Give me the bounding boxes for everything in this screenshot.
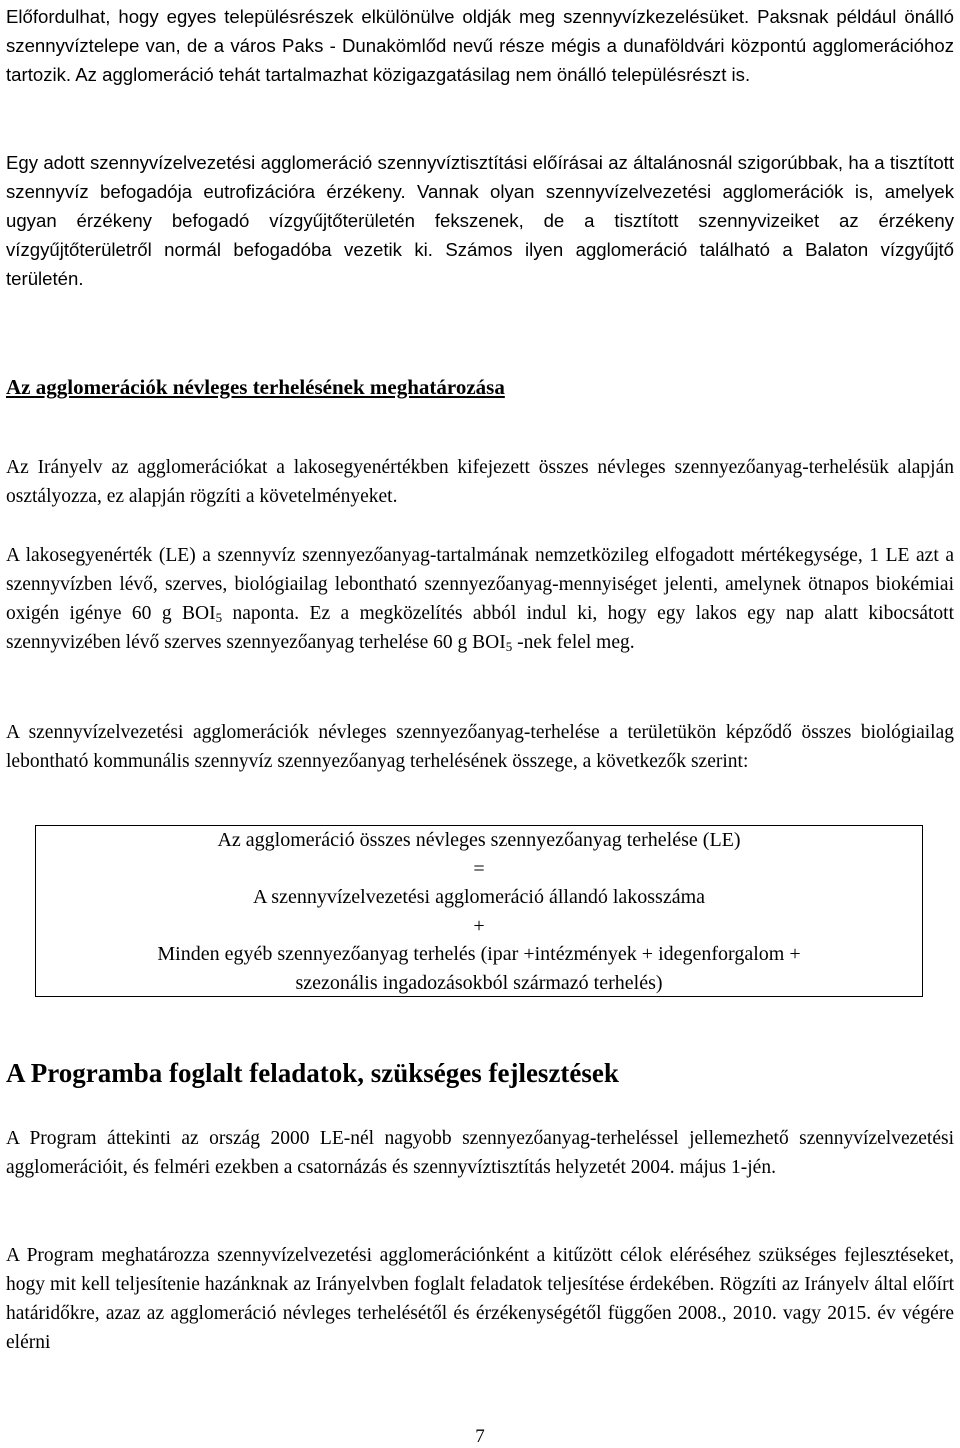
pe-text-part3: -nek felel meg.: [512, 632, 635, 653]
paragraph-settlement-parts: Előfordulhat, hogy egyes településrészek elkülönülve oldják meg szennyvízkezelésüket. Paksnak például önálló szennyvíztelepe van, de a város Paks - Dunakömlőd nevű része mégis a dunaföldvári központú agglomerációhoz tartozik. Az agglomeráció tehát tartalmazhat közigazgatásilag nem önálló településrészt is.: [6, 6, 954, 85]
formula-equals: =: [473, 857, 485, 880]
formula-line-seasonal: szezonális ingadozásokból származó terhelés): [295, 971, 663, 994]
paragraph-sensitive-recipient: Egy adott szennyvízelvezetési agglomeráció szennyvíztisztítási előírásai az általánosnál szigorúbbak, ha a tisztított szennyvíz befogadója eutrofizációra érzékeny. Vannak olyan szennyvízelvezetési agglomerációk is, amelyek ugyan érzékeny befogadó vízgyűjtőterületén fekszenek, de a tisztított szennyvizeiket az érzékeny vízgyűjtőterületről normál befogadóba vezetik ki. Számos ilyen agglomeráció található a Balaton vízgyűjtő területén.: [6, 152, 954, 289]
paragraph-program-review: A Program áttekinti az ország 2000 LE-nél nagyobb szennyezőanyag-terheléssel jellemezhető szennyvízelvezetési agglomerációit, és felméri ezekben a csatornázás és szennyvíztisztítás helyzetét 2004. május 1-jén.: [6, 1128, 954, 1178]
page-number: 7: [475, 1426, 485, 1447]
paragraph-program-developments: A Program meghatározza szennyvízelvezetési agglomerációnként a kitűzött célok eléréséhez szükséges fejlesztéseket, hogy mit kell teljesítenie hazánknak az Irányelvben foglalt feladatok teljesítése érdekében. Rögzíti az Irányelv által előírt határidőkre, azaz az agglomeráció névleges terhelésétől és érzékenységétől függően 2008., 2010. vagy 2015. év végére elérni: [6, 1245, 954, 1353]
pe-subscript-2: 5: [505, 639, 513, 654]
paragraph-population-equivalent: [6, 541, 954, 657]
paragraph-agglomeration-load: A szennyvízelvezetési agglomerációk névleges szennyezőanyag-terhelése a területükön képződő összes biológiailag lebontható kommunális szennyvíz szennyezőanyag terhelésének összege, a következők szerint:: [6, 722, 954, 772]
formula-line-other-loads: Minden egyéb szennyezőanyag terhelés (ipar +intézmények + idegenforgalom +: [157, 943, 801, 965]
section-heading-nominal-load: Az agglomerációk névleges terhelésének meghatározása: [6, 375, 505, 399]
pe-text-part2: naponta. Ez a megközelítés abból indul ki, hogy egy lakos egy nap alatt kibocsátott szennyvizében lévő szerves szennyezőanyag terhelése 60 g BOI: [6, 603, 954, 653]
formula-box: [35, 825, 923, 997]
paragraph-directive-classification: Az Irányelv az agglomerációkat a lakosegyenértékben kifejezett összes névleges szennyezőanyag-terhelésük alapján osztályozza, ez alapján rögzíti a követelményeket.: [6, 457, 954, 507]
pe-text-part1: A lakosegyenérték (LE) a szennyvíz szennyezőanyag-tartalmának nemzetközileg elfogadott mértékegysége, 1 LE azt a szennyvízben lévő, szerves, biológiailag lebontható szennyezőanyag-mennyiséget jelenti, amelynek ötnapos biokémiai oxigén igénye 60 g BOI: [6, 545, 954, 624]
formula-plus: +: [473, 914, 485, 937]
formula-line-population: A szennyvízelvezetési agglomeráció állandó lakosszáma: [252, 886, 706, 908]
formula-line-total: Az agglomeráció összes névleges szennyezőanyag terhelése (LE): [217, 829, 741, 851]
pe-subscript-1: 5: [215, 610, 223, 625]
section-heading-program-tasks: A Programba foglalt feladatok, szükséges fejlesztések: [6, 1058, 619, 1088]
